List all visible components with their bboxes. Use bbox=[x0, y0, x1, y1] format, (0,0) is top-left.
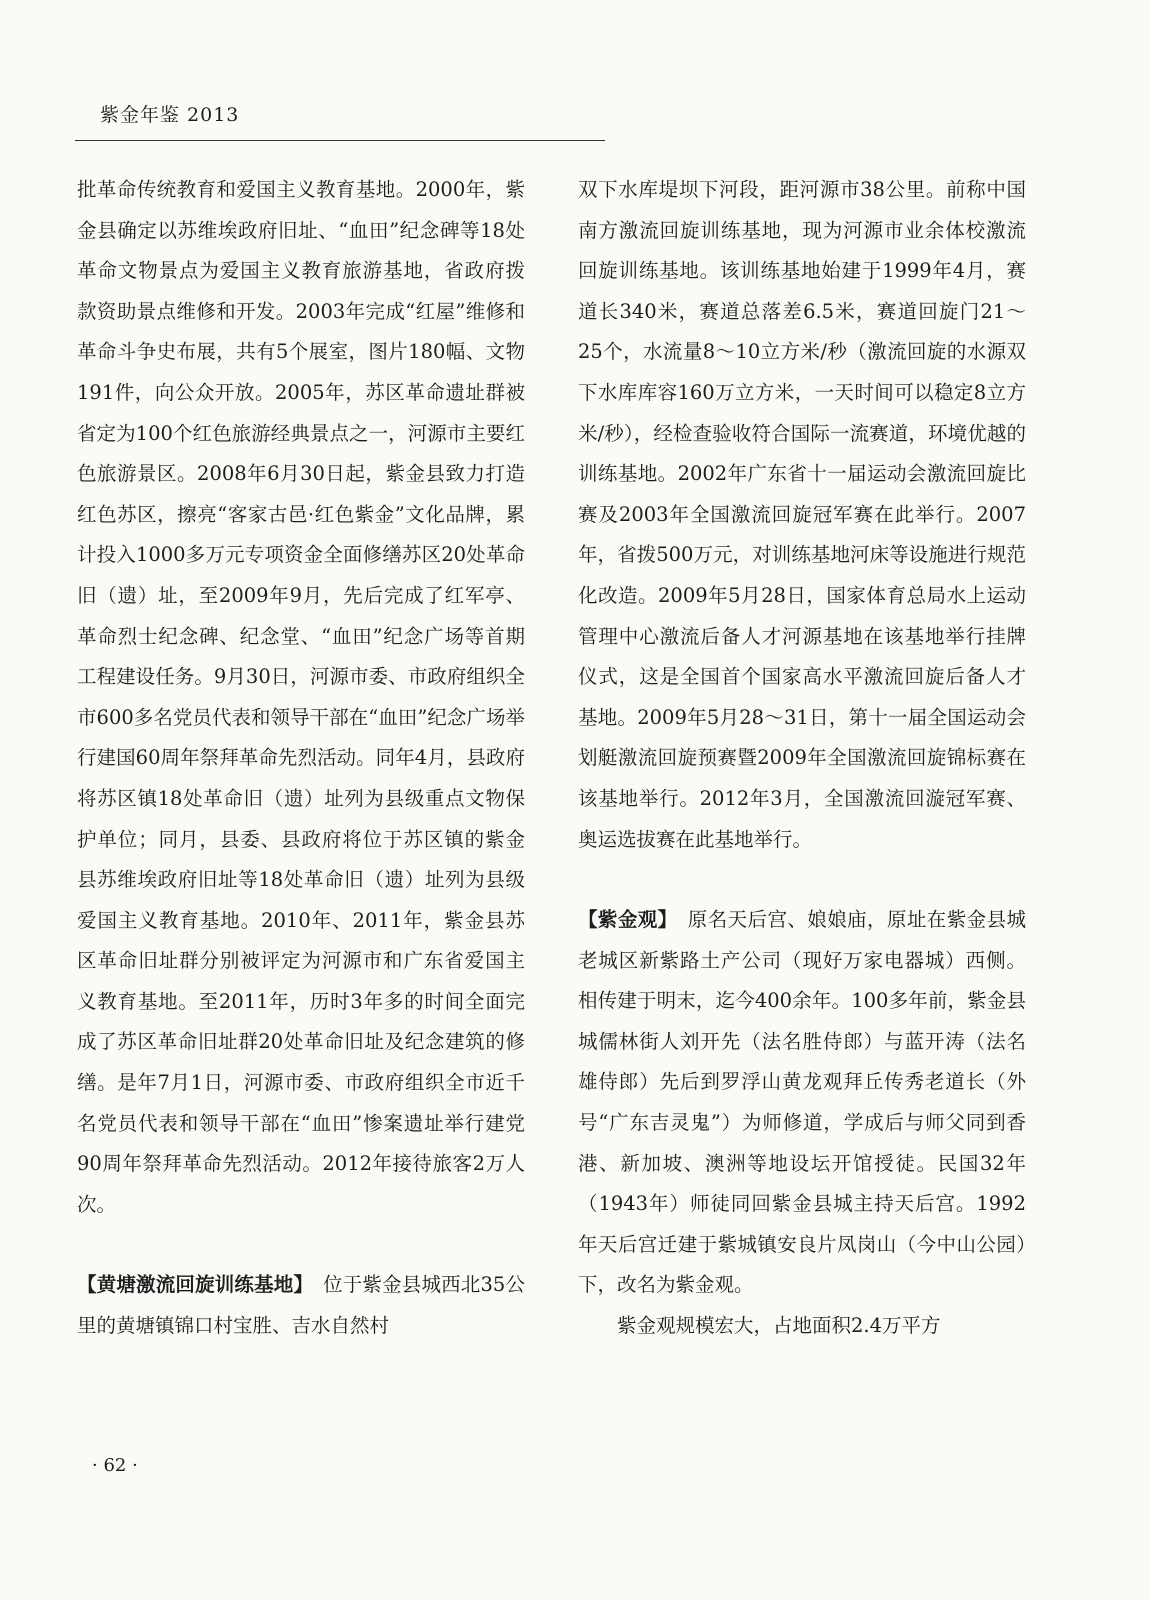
paragraph-gap bbox=[578, 860, 1026, 900]
entry-text-zijinguan: 原名天后宫、娘娘庙，原址在紫金县城老城区新紫路土产公司（现好万家电器城）西侧。相传建于明末，迄今400余年。100多年前，紫金县城儒林街人刘开先（法名胜侍郎）与蓝开涛（法名雄侍郎）先后到罗浮山黄龙观拜丘传秀老道长（外号“广东吉灵鬼”）为师修道，学成后与师父同到香港、新加坡、澳洲等地设坛开馆授徒。民国32年（1943年）师徒同回紫金县城主持天后宫。1992年天后宫迁建于紫城镇安良片凤岗山（今中山公园）下，改名为紫金观。 bbox=[578, 908, 1026, 1297]
paragraph-zijinguan-scale: 紫金观规模宏大，占地面积2.4万平方 bbox=[617, 1314, 941, 1338]
page-number: · 62 · bbox=[92, 1455, 138, 1476]
entry-heading-huangtang: 【黄塘激流回旋训练基地】 bbox=[77, 1273, 304, 1297]
running-title: 紫金年鉴 2013 bbox=[100, 104, 240, 126]
paragraph-zijinguan bbox=[578, 900, 1026, 1306]
entry-text-huangtang: 位于紫金县城西北35公里的黄塘镇锦口村宝胜、吉水自然村 bbox=[77, 1273, 525, 1338]
header-rule bbox=[75, 140, 605, 141]
paragraph-huangtang-continued: 双下水库堤坝下河段，距河源市38公里。前称中国南方激流回旋训练基地，现为河源市业余体校激流回旋训练基地。该训练基地始建于1999年4月，赛道长340米，赛道总落差6.5米，赛道回旋门21～25个，水流量8～10立方米/秒（激流回旋的水源双下水库库容160万立方米，一天时间可以稳定8立方米/秒），经检查验收符合国际一流赛道，环境优越的训练基地。2002年广东省十一届运动会激流回旋比赛及2003年全国激流回旋冠军赛在此举行。2007年，省拨500万元，对训练基地河床等设施进行规范化改造。2009年5月28日，国家体育总局水上运动管理中心激流后备人才河源基地在该基地举行挂牌仪式，这是全国首个国家高水平激流回旋后备人才基地。2009年5月28～31日，第十一届全国运动会划艇激流回旋预赛暨2009年全国激流回旋锦标赛在该基地举行。2012年3月，全国激流回漩冠军赛、奥运选拔赛在此基地举行。 bbox=[578, 178, 1026, 851]
paragraph-gap bbox=[77, 1225, 525, 1265]
right-column bbox=[578, 170, 1026, 1347]
entry-heading-zijinguan: 【紫金观】 bbox=[578, 908, 668, 932]
left-column bbox=[77, 170, 525, 1347]
paragraph-red-tourism: 批革命传统教育和爱国主义教育基地。2000年，紫金县确定以苏维埃政府旧址、“血田”纪念碑等18处革命文物景点为爱国主义教育旅游基地，省政府拨款资助景点维修和开发。2003年完成“红屋”维修和革命斗争史布展，共有5个展室，图片180幅、文物191件，向公众开放。2005年，苏区革命遗址群被省定为100个红色旅游经典景点之一，河源市主要红色旅游景区。2008年6月30日起，紫金县致力打造红色苏区，擦亮“客家古邑·红色紫金”文化品牌，累计投入1000多万元专项资金全面修缮苏区20处革命旧（遗）址，至2009年9月，先后完成了红军亭、革命烈士纪念碑、纪念堂、“血田”纪念广场等首期工程建设任务。9月30日，河源市委、市政府组织全市600多名党员代表和领导干部在“血田”纪念广场举行建国60周年祭拜革命先烈活动。同年4月，县政府将苏区镇18处革命旧（遗）址列为县级重点文物保护单位；同月，县委、县政府将位于苏区镇的紫金县苏维埃政府旧址等18处革命旧（遗）址列为县级爱国主义教育基地。2010年、2011年，紫金县苏区革命旧址群分别被评定为河源市和广东省爱国主义教育基地。至2011年，历时3年多的时间全面完成了苏区革命旧址群20处革命旧址及纪念建筑的修缮。是年7月1日，河源市委、市政府组织全市近千名党员代表和领导干部在“血田”惨案遗址举行建党90周年祭拜革命先烈活动。2012年接待旅客2万人次。 bbox=[77, 178, 525, 1216]
paragraph-huangtang-base bbox=[77, 1265, 525, 1346]
